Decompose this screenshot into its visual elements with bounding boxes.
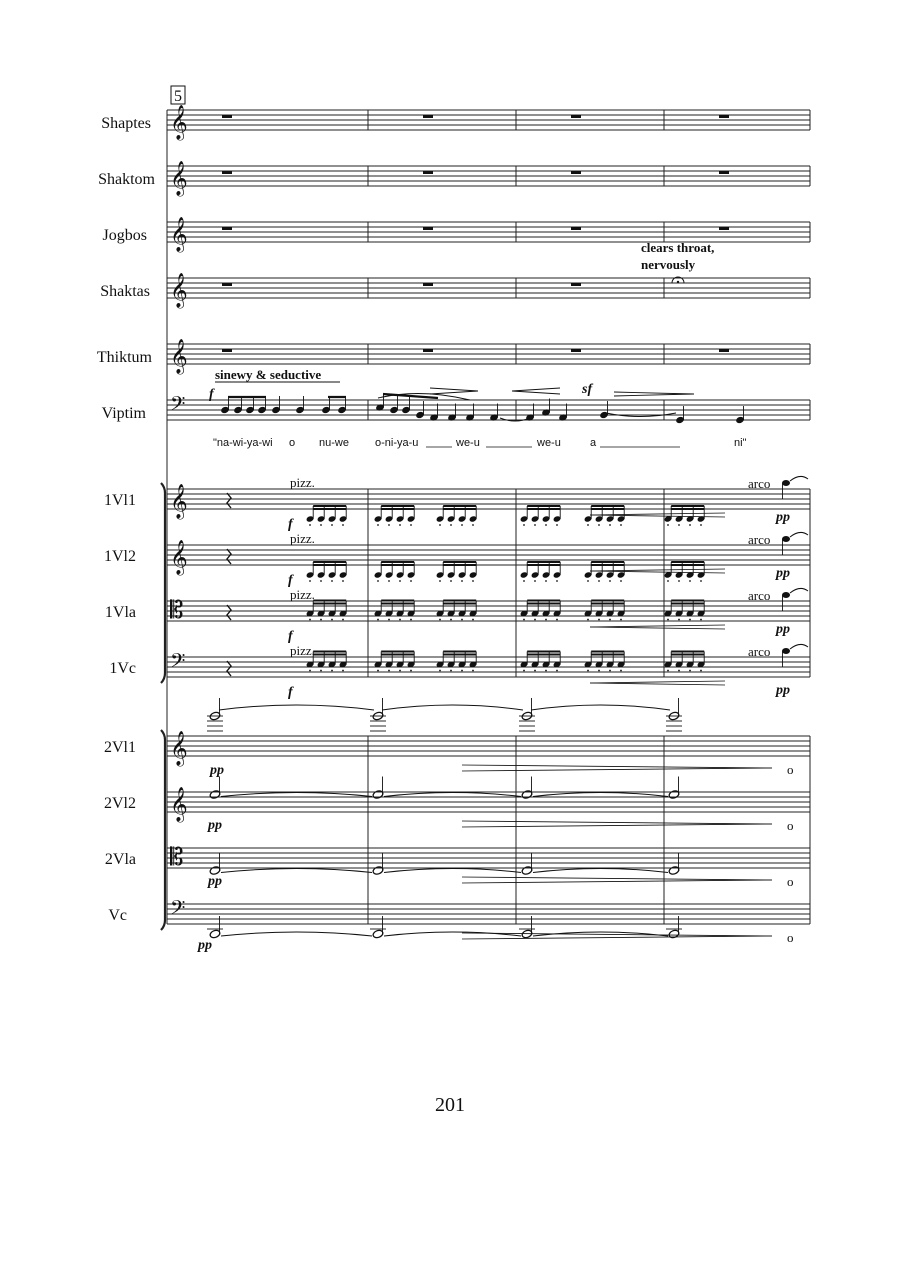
pizz-sixteenths — [664, 601, 706, 621]
arco-note — [782, 648, 790, 654]
label-shaptes: Shaptes — [101, 115, 151, 132]
hairpin — [512, 391, 560, 394]
arco-note — [782, 592, 790, 598]
label-2vla: 2Vla — [104, 851, 136, 868]
tie — [221, 793, 372, 797]
clef-treble: 𝄞 — [170, 217, 188, 252]
dyn-2vl2-pp: pp — [208, 818, 222, 833]
hairpin — [614, 392, 694, 394]
hairpin — [462, 824, 772, 827]
staff-1 — [167, 161, 810, 197]
hairpin — [590, 513, 725, 515]
pizz-sixteenths — [436, 652, 478, 672]
whole-rest — [423, 227, 433, 230]
hairpin — [462, 821, 772, 824]
staff-9 — [167, 649, 810, 677]
whole-rest — [571, 171, 581, 174]
dyn-vc-pp: pp — [198, 938, 212, 953]
quarter-rest — [227, 493, 231, 508]
direction-sinewy: sinewy & seductive — [215, 367, 322, 382]
tie — [790, 588, 808, 593]
whole-rest — [222, 283, 232, 286]
clef-treble: 𝄞 — [170, 273, 188, 308]
dyn-2vla-pp: pp — [208, 874, 222, 889]
fermata-dot — [677, 281, 679, 283]
niente-2vla: o — [787, 874, 794, 889]
staff-8 — [167, 596, 810, 624]
tie — [384, 869, 521, 873]
pizz-1vc: pizz. — [290, 643, 315, 658]
lyric-6: a — [590, 437, 597, 449]
beam — [383, 394, 438, 398]
arco-1vla: arco — [748, 588, 771, 603]
clef-bass: 𝄢 — [170, 392, 186, 420]
dyn-1vc-pp: pp — [776, 683, 790, 698]
label-2vl1: 2Vl1 — [104, 739, 136, 756]
whole-rest — [222, 349, 232, 352]
arco-1vc: arco — [748, 644, 771, 659]
clef-alto: 𝄡 — [170, 596, 184, 624]
hairpin — [462, 765, 772, 768]
hairpin — [462, 768, 772, 771]
niente-2vl1: o — [787, 762, 794, 777]
whole-rest — [423, 171, 433, 174]
staff-13 — [167, 896, 810, 924]
pizz-sixteenths — [374, 652, 416, 672]
quarter-rest — [227, 605, 231, 620]
lyric-2: nu-we — [319, 437, 349, 449]
lyric-4: we-u — [456, 437, 480, 449]
clef-bass: 𝄢 — [170, 896, 186, 924]
tie — [790, 532, 808, 537]
whole-rest — [571, 283, 581, 286]
arco-note — [782, 480, 790, 486]
tie — [221, 932, 372, 936]
pizz-sixteenths — [520, 601, 562, 621]
label-shaktas: Shaktas — [100, 283, 150, 300]
hairpin — [430, 391, 478, 394]
whole-rest — [423, 115, 433, 118]
dyn-1vla-pp: pp — [776, 622, 790, 637]
clef-treble: 𝄞 — [170, 787, 188, 822]
tie — [533, 793, 668, 797]
dyn-viptim-sf: sf — [582, 382, 593, 397]
tie — [219, 705, 374, 710]
hairpin — [590, 681, 725, 683]
hairpin — [590, 625, 725, 627]
clef-bass: 𝄢 — [170, 649, 186, 677]
hairpin — [462, 880, 772, 883]
hairpin — [614, 394, 694, 396]
pizz-sixteenths — [374, 601, 416, 621]
hairpin — [590, 569, 725, 571]
staff-3 — [167, 273, 810, 309]
tie — [533, 869, 668, 873]
pizz-sixteenths — [436, 601, 478, 621]
staff-bracket — [161, 483, 165, 683]
dyn-1vc-f: f — [288, 685, 293, 700]
label-thiktum: Thiktum — [96, 349, 152, 366]
clef-treble: 𝄞 — [170, 731, 188, 766]
label-2vl2: 2Vl2 — [104, 795, 136, 812]
staff-7 — [167, 540, 810, 576]
pizz-1vl2: pizz. — [290, 531, 315, 546]
lyric-5: we-u — [537, 437, 561, 449]
whole-rest — [571, 349, 581, 352]
staff-10 — [167, 731, 810, 767]
clef-treble: 𝄞 — [170, 339, 188, 374]
label-1vc: 1Vc — [109, 660, 136, 677]
niente-vc: o — [787, 930, 794, 945]
label-viptim: Viptim — [101, 405, 146, 422]
pizz-1vl1: pizz. — [290, 475, 315, 490]
whole-rest — [719, 171, 729, 174]
dyn-2vl1-pp: pp — [210, 763, 224, 778]
dyn-1vl1-pp: pp — [776, 510, 790, 525]
lyric-3: o-ni-ya-u — [375, 437, 419, 449]
pizz-sixteenths — [584, 652, 626, 672]
staff-11 — [167, 787, 810, 823]
hairpin — [462, 936, 772, 939]
whole-rest — [423, 283, 433, 286]
tie — [790, 644, 808, 649]
whole-rest — [719, 227, 729, 230]
label-vc: Vc — [108, 907, 127, 924]
dyn-viptim-f: f — [209, 387, 214, 402]
label-shaktom: Shaktom — [98, 171, 155, 188]
rehearsal-mark: 5 — [174, 88, 182, 105]
tie — [531, 705, 670, 710]
clef-treble: 𝄞 — [170, 105, 188, 140]
pizz-1vla: pizz. — [290, 587, 315, 602]
hairpin — [512, 388, 560, 391]
hairpin — [430, 388, 478, 391]
tie — [500, 418, 530, 421]
tie — [382, 705, 523, 710]
staff-12 — [167, 843, 810, 871]
whole-rest — [719, 349, 729, 352]
tie — [790, 476, 808, 481]
arco-1vl2: arco — [748, 532, 771, 547]
clef-alto: 𝄡 — [170, 843, 184, 871]
pizz-sixteenths — [584, 601, 626, 621]
dyn-1vl2-pp: pp — [776, 566, 790, 581]
pizz-sixteenths — [664, 652, 706, 672]
staff-0 — [167, 105, 810, 141]
tie — [384, 793, 521, 797]
tie — [221, 869, 372, 873]
direction-clears-throat: clears throat, — [641, 240, 715, 255]
clef-treble: 𝄞 — [170, 484, 188, 519]
label-1vl2: 1Vl2 — [104, 548, 136, 565]
pizz-sixteenths — [306, 601, 348, 621]
label-jogbos: Jogbos — [102, 227, 147, 244]
whole-rest — [222, 171, 232, 174]
lyric-1: o — [289, 437, 296, 449]
quarter-rest — [227, 549, 231, 564]
direction-nervously: nervously — [641, 257, 696, 272]
hairpin — [462, 877, 772, 880]
lyric-7: ni" — [734, 437, 747, 449]
dyn-1vla-f: f — [288, 629, 293, 644]
clef-treble: 𝄞 — [170, 161, 188, 196]
whole-rest — [222, 227, 232, 230]
tie — [384, 932, 521, 936]
whole-rest — [719, 115, 729, 118]
hairpin — [590, 683, 725, 685]
whole-rest — [571, 115, 581, 118]
pizz-sixteenths — [520, 652, 562, 672]
whole-rest — [222, 115, 232, 118]
dyn-1vl2-f: f — [288, 573, 293, 588]
hairpin — [590, 627, 725, 629]
whole-rest — [423, 349, 433, 352]
quarter-rest — [227, 661, 231, 676]
page-number: 201 — [435, 1094, 465, 1116]
niente-2vl2: o — [787, 818, 794, 833]
clef-treble: 𝄞 — [170, 540, 188, 575]
staff-6 — [167, 484, 810, 520]
lyric-0: "na-wi-ya-wi — [213, 437, 273, 449]
dyn-1vl1-f: f — [288, 517, 293, 532]
whole-rest — [571, 227, 581, 230]
label-1vla: 1Vla — [104, 604, 136, 621]
arco-note — [782, 536, 790, 542]
staff-bracket — [161, 730, 165, 930]
label-1vl1: 1Vl1 — [104, 492, 136, 509]
arco-1vl1: arco — [748, 476, 771, 491]
